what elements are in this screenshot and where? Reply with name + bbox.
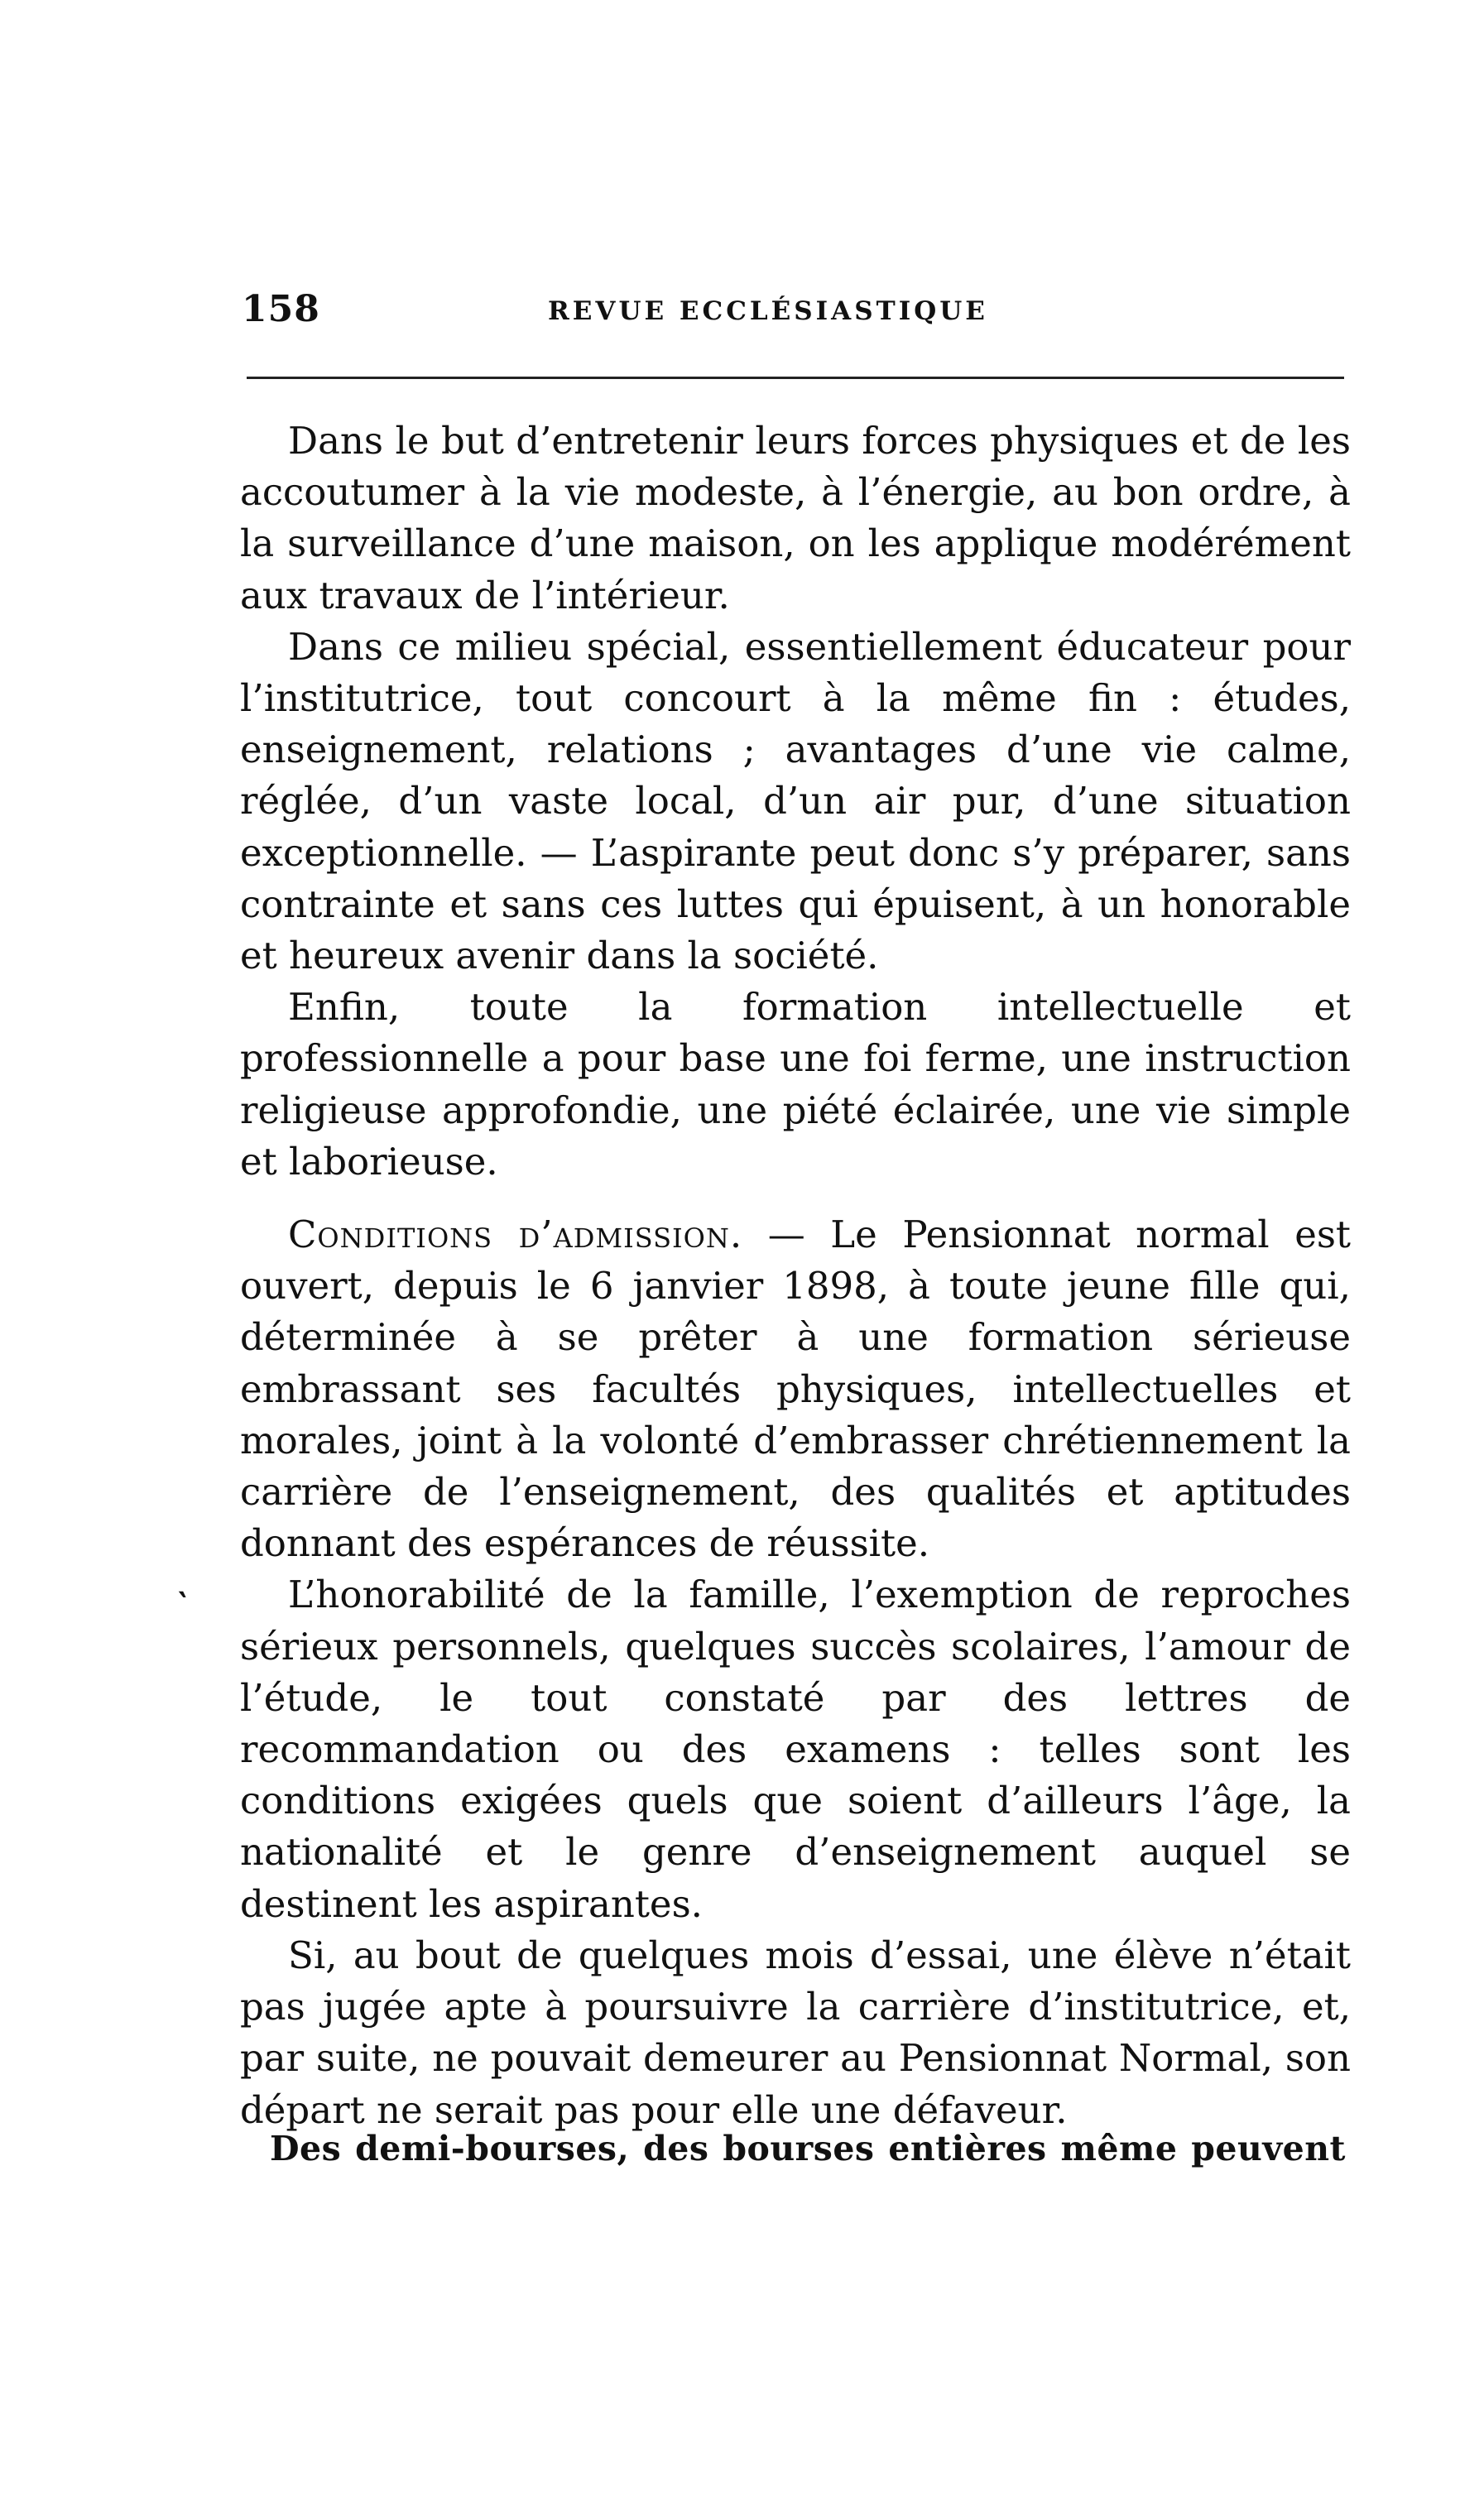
conditions-paragraph xyxy=(240,1209,1351,1569)
paragraph-honorabilite: L’honorabilité de la famille, l’exemption de reproches sérieux personnels, quelques succès scolaires, l’amour de l’étude, le tout constaté par des lettres de recommandation ou des examens : telles sont les conditions exigées quels que soient d’ailleurs l’âge, la nationalité et le genre d’enseignement auquel se destinent les aspirantes. xyxy=(240,1573,1351,1926)
running-head: REVUE ECCLÉSIASTIQUE xyxy=(548,296,988,326)
conditions-heading: Conditions d’admission. xyxy=(288,1213,743,1257)
bottom-line: Des demi-bourses, des bourses entières même peuvent xyxy=(270,2129,1346,2168)
paragraph-1: Dans le but d’entretenir leurs forces physiques et de les accoutumer à la vie modeste, à l’énergie, au bon ordre, à la surveillance d’une maison, on les applique modérément aux travaux de l’intérieur. xyxy=(240,419,1351,617)
body-text xyxy=(240,415,1351,2136)
paragraph-2: Dans ce milieu spécial, essentiellement éducateur pour l’institutrice, tout concourt à la même fin : études, enseignement, relations ; avantages d’une vie calme, réglée, d’un vaste local, d’un air pur, d’une situation exceptionnelle. — L’aspirante peut donc s’y préparer, sans contrainte et sans ces luttes qui épuisent, à un honorable et heureux avenir dans la société. xyxy=(240,624,1351,978)
page-number: 158 xyxy=(242,288,320,330)
margin-mark: ‵ xyxy=(178,1585,187,1624)
conditions-text: — Le Pensionnat normal est ouvert, depuis le 6 janvier 1898, à toute jeune fille qui, déterminée à se prêter à une formation sérieuse embrassant ses facultés physiques, intellectuelles et morales, joint à la volonté d’embrasser chrétiennement la carrière de l’enseignement, des qualités et aptitudes donnant des espérances de réussite. xyxy=(240,1213,1351,1566)
page-header xyxy=(242,288,1351,346)
paragraph-essai: Si, au bout de quelques mois d’essai, une élève n’était pas jugée apte à poursuivre la carrière d’institutrice, et, par suite, ne pouvait demeurer au Pensionnat Normal, son départ ne serait pas pour elle une défaveur. xyxy=(240,1933,1351,2132)
header-rule xyxy=(247,377,1344,379)
paragraph-3: Enfin, toute la formation intellectuelle et professionnelle a pour base une foi ferme, une instruction religieuse approfondie, une piété éclairée, une vie simple et laborieuse. xyxy=(240,985,1351,1184)
